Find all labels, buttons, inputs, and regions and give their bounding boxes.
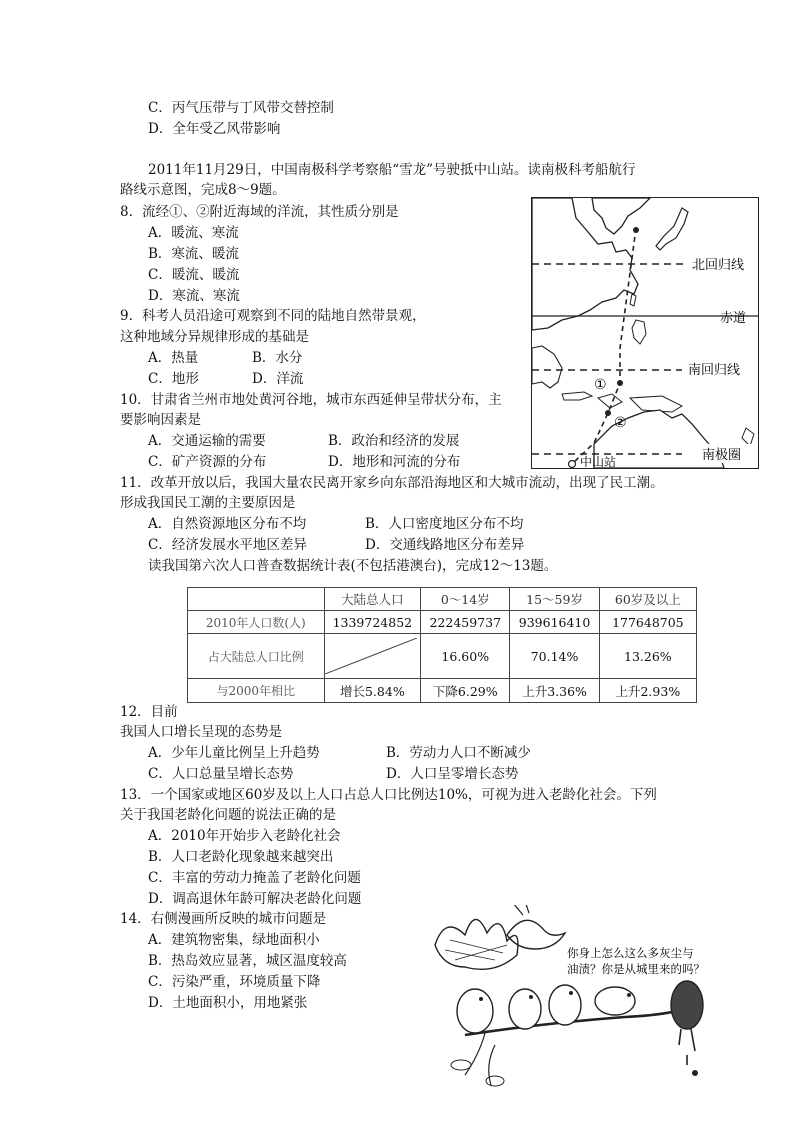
q9-option-c: C．地形 [148, 371, 199, 387]
q12-stem-2: 我国人口增长呈现的态势是 [120, 724, 282, 740]
q10-stem-1: 10．甘肃省兰州市地处黄河谷地，城市东西延伸呈带状分布，主 [120, 392, 502, 408]
q13-option-d: D．调高退休年龄可解决老龄化问题 [148, 891, 362, 907]
table-header-cell: 0～14岁 [421, 588, 510, 611]
route-point-2 [605, 410, 611, 416]
leaf [486, 1076, 504, 1086]
table-header-cell: 大陆总人口 [324, 588, 421, 611]
table-cell: 增长5.84% [324, 679, 421, 703]
q13-stem-1: 13．一个国家或地区60岁及以上人口占总人口比例达10%，可视为进入老龄化社会。下列 [120, 787, 657, 803]
table-cell: 70.14% [510, 633, 599, 679]
flying-bird-wing [513, 905, 529, 915]
q7-option-c: C．丙气压带与丁风带交替控制 [148, 100, 334, 116]
zhongshan-station-label: 中山站 [580, 455, 617, 468]
asia-landmass [592, 198, 650, 234]
table-cell: 上升3.36% [510, 679, 599, 703]
q9-option-d: D．洋流 [252, 371, 304, 387]
cartoon-caption-line2: 油渍？你是从城里来的吗？ [567, 962, 705, 976]
q9-option-b: B．水分 [252, 350, 303, 366]
birds-cartoon [425, 905, 745, 1090]
q11-option-b: B．人口密度地区分布不均 [365, 516, 524, 532]
q14-option-b: B．热岛效应显著，城区温度较高 [148, 953, 347, 969]
flying-bird [507, 920, 565, 949]
cartoon-drawing [425, 905, 745, 1090]
q14-option-a: A．建筑物密集，绿地面积小 [148, 932, 320, 948]
table-cell: 上升2.93% [599, 679, 696, 703]
antarctic-circle-label: 南极圈 [702, 448, 742, 463]
route-map-svg [532, 198, 758, 468]
q11-stem-2: 形成我国民工潮的主要原因是 [120, 495, 296, 511]
new-zealand [742, 428, 754, 446]
leaf [451, 1060, 471, 1070]
indochina [532, 346, 562, 388]
intro-8-9-line2: 路线示意图，完成8～9题。 [120, 182, 286, 198]
table-header-cell: 60岁及以上 [599, 588, 696, 611]
table-cell-diagonal [324, 633, 421, 679]
q14-option-c: C．污染严重，环境质量下降 [148, 974, 321, 990]
intro-12-13: 读我国第六次人口普查数据统计表(不包括港澳台)，完成12～13题。 [148, 558, 558, 574]
q8-option-a: A．暖流、寒流 [148, 225, 239, 241]
dirt-drop [692, 1070, 698, 1076]
q13-option-b: B．人口老龄化现象越来越突出 [148, 849, 334, 865]
q14-stem: 14．右侧漫画所反映的城市问题是 [120, 911, 327, 927]
table-cell: 16.60% [421, 633, 510, 679]
bird-1 [457, 989, 493, 1033]
q10-option-b: B．政治和经济的发展 [328, 433, 460, 449]
q14-option-d: D．土地面积小，用地紧张 [148, 995, 308, 1011]
table-cell: 1339724852 [324, 611, 421, 633]
q11-option-d: D．交通线路地区分布差异 [365, 537, 525, 553]
q9-stem-1: 9．科考人员沿途可观察到不同的陆地自然带景观， [120, 308, 426, 324]
japan [656, 208, 688, 250]
table-row [188, 611, 697, 633]
table-header-row [188, 588, 697, 611]
q10-option-c: C．矿产资源的分布 [148, 454, 267, 470]
q11-option-c: C．经济发展水平地区差异 [148, 537, 307, 553]
bird-4 [595, 987, 635, 1015]
bird-eye [529, 995, 533, 999]
bird-2 [509, 989, 541, 1029]
route-point-1 [617, 380, 623, 386]
q11-option-a: A．自然资源地区分布不均 [148, 516, 307, 532]
dirty-bird [671, 981, 703, 1029]
cartoon-caption-line1: 你身上怎么这么多灰尘与 [567, 946, 694, 960]
tree-tuft [435, 919, 518, 969]
bird-3 [549, 985, 581, 1025]
philippines [632, 320, 646, 344]
equator-label: 赤道 [720, 311, 747, 326]
q13-stem-2: 关于我国老龄化问题的说法正确的是 [120, 807, 336, 823]
new-guinea [630, 396, 682, 412]
table-header-cell: 15～59岁 [510, 588, 599, 611]
q10-stem-2: 要影响因素是 [120, 412, 201, 428]
table-cell: 222459737 [421, 611, 510, 633]
q8-stem: 8．流经①、②附近海域的洋流，其性质分别是 [120, 204, 399, 220]
bird-eye [569, 991, 573, 995]
q9-stem-2: 这种地域分异规律形成的基础是 [120, 329, 309, 345]
table-cell: 13.26% [599, 633, 696, 679]
q8-option-c: C．暖流、暖流 [148, 267, 240, 283]
tropic-cancer-label: 北回归线 [692, 258, 745, 273]
q12-stem-1: 12．目前 [120, 704, 178, 720]
table-cell: 下降6.29% [421, 679, 510, 703]
mark-1: ① [594, 377, 607, 393]
q12-option-b: B．劳动力人口不断减少 [386, 745, 531, 761]
zhongshan-station-marker [569, 461, 576, 468]
q11-stem-1: 11．改革开放以后，我国大量农民离开家乡向东部沿海地区和大城市流动，出现了民工潮。 [120, 475, 664, 491]
q10-option-d: D．地形和河流的分布 [328, 454, 461, 470]
q13-option-c: C．丰富的劳动力掩盖了老龄化问题 [148, 870, 361, 886]
taiwan [630, 294, 636, 306]
tropic-capricorn-label: 南回归线 [688, 363, 741, 378]
q8-option-d: D．寒流、寒流 [148, 288, 240, 304]
mark-2: ② [614, 415, 627, 431]
q9-option-a: A．热量 [148, 350, 199, 366]
q7-option-d: D．全年受乙风带影响 [148, 121, 281, 137]
q13-option-a: A．2010年开始步入老龄化社会 [148, 828, 341, 844]
table-cell: 与2000年相比 [188, 679, 325, 703]
census-table [187, 587, 697, 703]
table-header-cell [188, 588, 325, 611]
table-cell: 177648705 [599, 611, 696, 633]
tuft-strokes [445, 940, 507, 960]
table-cell: 939616410 [510, 611, 599, 633]
q8-option-b: B．寒流、暖流 [148, 246, 239, 262]
borneo [562, 392, 592, 400]
bird-eye [627, 993, 631, 997]
route-start-dot [633, 227, 639, 233]
intro-8-9-line1: 2011年11月29日，中国南极科学考察船“雪龙”号驶抵中山站。读南极科考船航行 [148, 162, 636, 178]
bird-eye [479, 997, 483, 1001]
q12-option-d: D．人口呈零增长态势 [386, 766, 519, 782]
diagonal-line [325, 638, 417, 674]
table-row [188, 633, 697, 679]
table-cell: 2010年人口数(人) [188, 611, 325, 633]
branch-leaves [465, 1033, 495, 1085]
dirt-drips [679, 1029, 695, 1065]
table-cell: 占大陆总人口比例 [188, 633, 325, 679]
route-map [531, 197, 759, 469]
table-row [188, 679, 697, 703]
q10-option-a: A．交通运输的需要 [148, 433, 266, 449]
q12-option-a: A．少年儿童比例呈上升趋势 [148, 745, 320, 761]
q12-option-c: C．人口总量呈增长态势 [148, 766, 294, 782]
